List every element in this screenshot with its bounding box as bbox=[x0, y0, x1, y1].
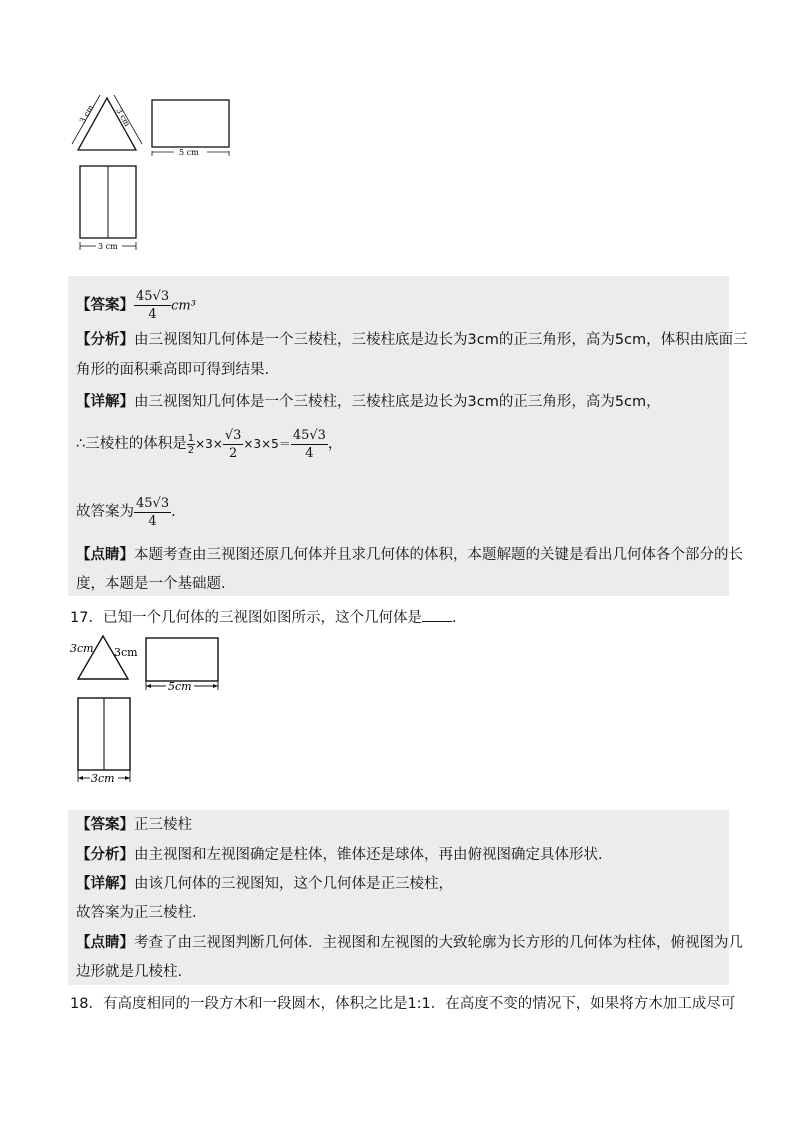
q17-question-text: 17．已知一个几何体的三视图如图所示，这个几何体是 bbox=[70, 610, 422, 626]
q16-bottom-label: 3 cm bbox=[98, 242, 118, 251]
q17-tri-right-label: 3cm bbox=[114, 646, 138, 659]
conclusion-fraction: $\frac{45√3}{4}$ bbox=[136, 495, 170, 529]
q17-comment-line1 bbox=[76, 933, 743, 953]
q16-conclusion-line bbox=[76, 492, 176, 532]
q16-comment-line1 bbox=[76, 545, 743, 565]
q17-answer-line bbox=[76, 815, 192, 835]
q17-answer-text: 正三棱柱 bbox=[134, 817, 192, 833]
conclusion-prefix: 故答案为 bbox=[76, 504, 134, 520]
q17-analysis-text: 由主视图和左视图确定是柱体，锥体还是球体，再由俯视图确定具体形状. bbox=[134, 847, 603, 863]
comment-text: 本题考查由三视图还原几何体并且求几何体的体积，本题解题的关键是看出几何体各个部分的长 bbox=[134, 547, 743, 563]
q17-solution-band bbox=[68, 810, 729, 985]
formula-mid1: ×3× bbox=[195, 437, 223, 451]
formula-suffix: ， bbox=[327, 436, 343, 452]
q17-answer-tag: 【答案】 bbox=[76, 817, 134, 833]
analysis-text: 由三视图知几何体是一个三棱柱，三棱柱底是边长为3cm的正三角形，高为5cm，体积由底面三 bbox=[134, 332, 748, 348]
q17-tri-left-label: 3cm bbox=[70, 642, 94, 655]
q16-tri-left-label: 3 cm bbox=[77, 103, 96, 125]
q16-detail-line1 bbox=[76, 392, 661, 412]
q16-tri-right-label: 3 cm bbox=[114, 106, 132, 129]
comment-tag: 【点睛】 bbox=[76, 547, 134, 563]
q17-detail-text: 由该几何体的三视图知，这个几何体是正三棱柱， bbox=[134, 876, 453, 892]
answer-unit: cm³ bbox=[171, 298, 196, 314]
detail-text: 由三视图知几何体是一个三棱柱，三棱柱底是边长为3cm的正三角形，高为5cm， bbox=[134, 394, 661, 410]
formula-result-fraction: $\frac{45√3}{4}$ bbox=[292, 427, 326, 461]
q16-three-view-figure bbox=[70, 92, 240, 262]
q16-formula-line bbox=[76, 424, 342, 464]
q16-analysis-line1 bbox=[76, 330, 748, 350]
q17-rect-label: 5cm bbox=[168, 680, 192, 693]
q17-answer-blank bbox=[422, 607, 452, 622]
q16-comment-line2: 度，本题是一个基础题. bbox=[76, 576, 226, 592]
q17-bottom-label: 3cm bbox=[91, 772, 115, 785]
q17-comment-tag: 【点睛】 bbox=[76, 935, 134, 951]
q17-question bbox=[70, 607, 457, 628]
q17-three-view-figure bbox=[70, 632, 230, 792]
q18-question-line1: 18．有高度相同的一段方木和一段圆木，体积之比是1:1．在高度不变的情况下，如果将方木加工成尽可 bbox=[70, 996, 736, 1012]
q16-analysis-line2: 角形的面积乘高即可得到结果. bbox=[76, 362, 270, 378]
q16-answer-line bbox=[76, 288, 196, 324]
q17-detail-tag: 【详解】 bbox=[76, 876, 134, 892]
q17-front-view-rect bbox=[146, 638, 218, 681]
q17-comment-text: 考查了由三视图判断几何体．主视图和左视图的大致轮廓为长方形的几何体为柱体，俯视图为几 bbox=[134, 935, 743, 951]
formula-mid2: ×3×5＝ bbox=[243, 437, 291, 451]
q17-conclusion-line: 故答案为正三棱柱. bbox=[76, 905, 197, 921]
q17-question-suffix: . bbox=[451, 610, 457, 626]
formula-half-fraction: $\frac{1}{2}$ bbox=[187, 432, 195, 456]
answer-tag: 【答案】 bbox=[76, 297, 134, 314]
q17-detail-line bbox=[76, 874, 453, 894]
formula-prefix: ∴三棱柱的体积是 bbox=[76, 436, 187, 452]
detail-tag: 【详解】 bbox=[76, 394, 134, 410]
conclusion-suffix: . bbox=[171, 504, 176, 520]
answer-fraction: $\frac{45√3}{4}$ bbox=[136, 289, 170, 322]
analysis-tag: 【分析】 bbox=[76, 332, 134, 348]
q17-analysis-tag: 【分析】 bbox=[76, 847, 134, 863]
q17-analysis-line bbox=[76, 845, 603, 865]
formula-sqrt-fraction: $\frac{√3}{2}$ bbox=[224, 427, 242, 461]
q16-front-view-rect bbox=[152, 100, 229, 147]
q16-rect-label: 5 cm bbox=[179, 148, 199, 157]
q17-comment-line2: 边形就是几棱柱. bbox=[76, 964, 183, 980]
